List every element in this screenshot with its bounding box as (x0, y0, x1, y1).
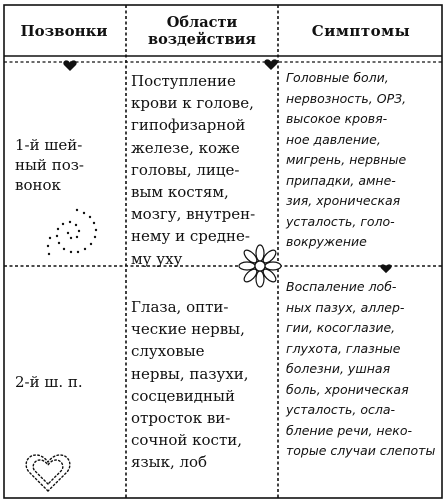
row2-symptom-line: гии, косоглазие, (286, 320, 396, 335)
row1-symptoms (286, 68, 446, 253)
flower-icon (238, 244, 282, 288)
row2-area-line: сочной кости, (131, 431, 243, 450)
row2-vertebra (15, 372, 123, 392)
row1-symptom-line: вокружение (286, 234, 367, 249)
row1-area-line: головы, лице- (131, 160, 240, 179)
heart-icon (264, 59, 278, 71)
row1-symptom-line: Головные боли, (286, 70, 389, 85)
row2-symptom-line: боль, хроническая (286, 381, 409, 397)
row2-symptom-line: глухота, глазные (286, 340, 401, 356)
row1-area-line: гипофизарной (131, 116, 246, 135)
row1-areas (131, 70, 281, 270)
heart-icon (63, 60, 77, 72)
row2-areas (131, 296, 281, 474)
row1-area-line: железе, коже (131, 138, 240, 157)
row1-vertebra-line: ный поз- (15, 156, 84, 174)
row2-symptom-line: ных пазух, аллер- (286, 299, 405, 315)
row2-vertebra-line: 2-й ш. п. (15, 373, 83, 391)
row2-symptoms (286, 277, 446, 462)
header-areas-line2: воздействия (148, 31, 256, 48)
row2-symptom-line: Воспаление лоб- (286, 279, 397, 294)
dotted-heart-icon (24, 452, 72, 494)
row1-symptom-line: нервозность, ОРЗ, (286, 90, 407, 106)
row1-symptom-line: зия, хроническая (286, 193, 401, 208)
row2-symptom-line: болезни, ушная (286, 361, 391, 376)
header-symptoms: Симптомы (311, 21, 411, 40)
row1-vertebra-line: вонок (15, 176, 61, 194)
row2-area-line: нервы, пазухи, (131, 364, 249, 383)
row1-symptom-line: мигрень, нервные (286, 152, 407, 167)
header-vertebrae: Позвонки (20, 21, 108, 40)
dotted-spiral-icon (44, 208, 102, 260)
header-areas (128, 6, 276, 56)
row2-area-line: Глаза, опти- (131, 298, 229, 316)
row2-symptom-line: торые случаи слепоты (286, 443, 436, 458)
row1-vertebra (15, 135, 123, 195)
row2-area-line: отросток ви- (131, 409, 231, 428)
row2-area-line: сосцевидный (131, 386, 235, 405)
row1-area-line: Поступление (131, 72, 236, 90)
row1-symptom-line: ное давление, (286, 131, 381, 147)
row1-symptom-line: высокое кровя- (286, 111, 388, 126)
header-areas-line1: Области (166, 14, 238, 31)
row2-area-line: ческие нервы, (131, 320, 245, 339)
heart-icon (380, 264, 392, 274)
row2-area-line: слуховые (131, 342, 205, 361)
row1-symptom-line: припадки, амне- (286, 172, 396, 188)
row1-symptom-line: усталость, голо- (286, 213, 395, 229)
row1-area-line: вым костям, (131, 183, 229, 202)
row2-symptom-line: бление речи, неко- (286, 422, 413, 438)
row1-area-line: му уху (131, 249, 183, 268)
row2-area-line: язык, лоб (131, 453, 208, 472)
row1-area-line: мозгу, внутрен- (131, 205, 256, 224)
row2-symptom-line: усталость, осла- (286, 402, 395, 417)
row1-area-line: нему и средне- (131, 227, 250, 246)
row1-vertebra-line: 1-й шей- (15, 136, 83, 154)
row1-area-line: крови к голове, (131, 94, 254, 113)
